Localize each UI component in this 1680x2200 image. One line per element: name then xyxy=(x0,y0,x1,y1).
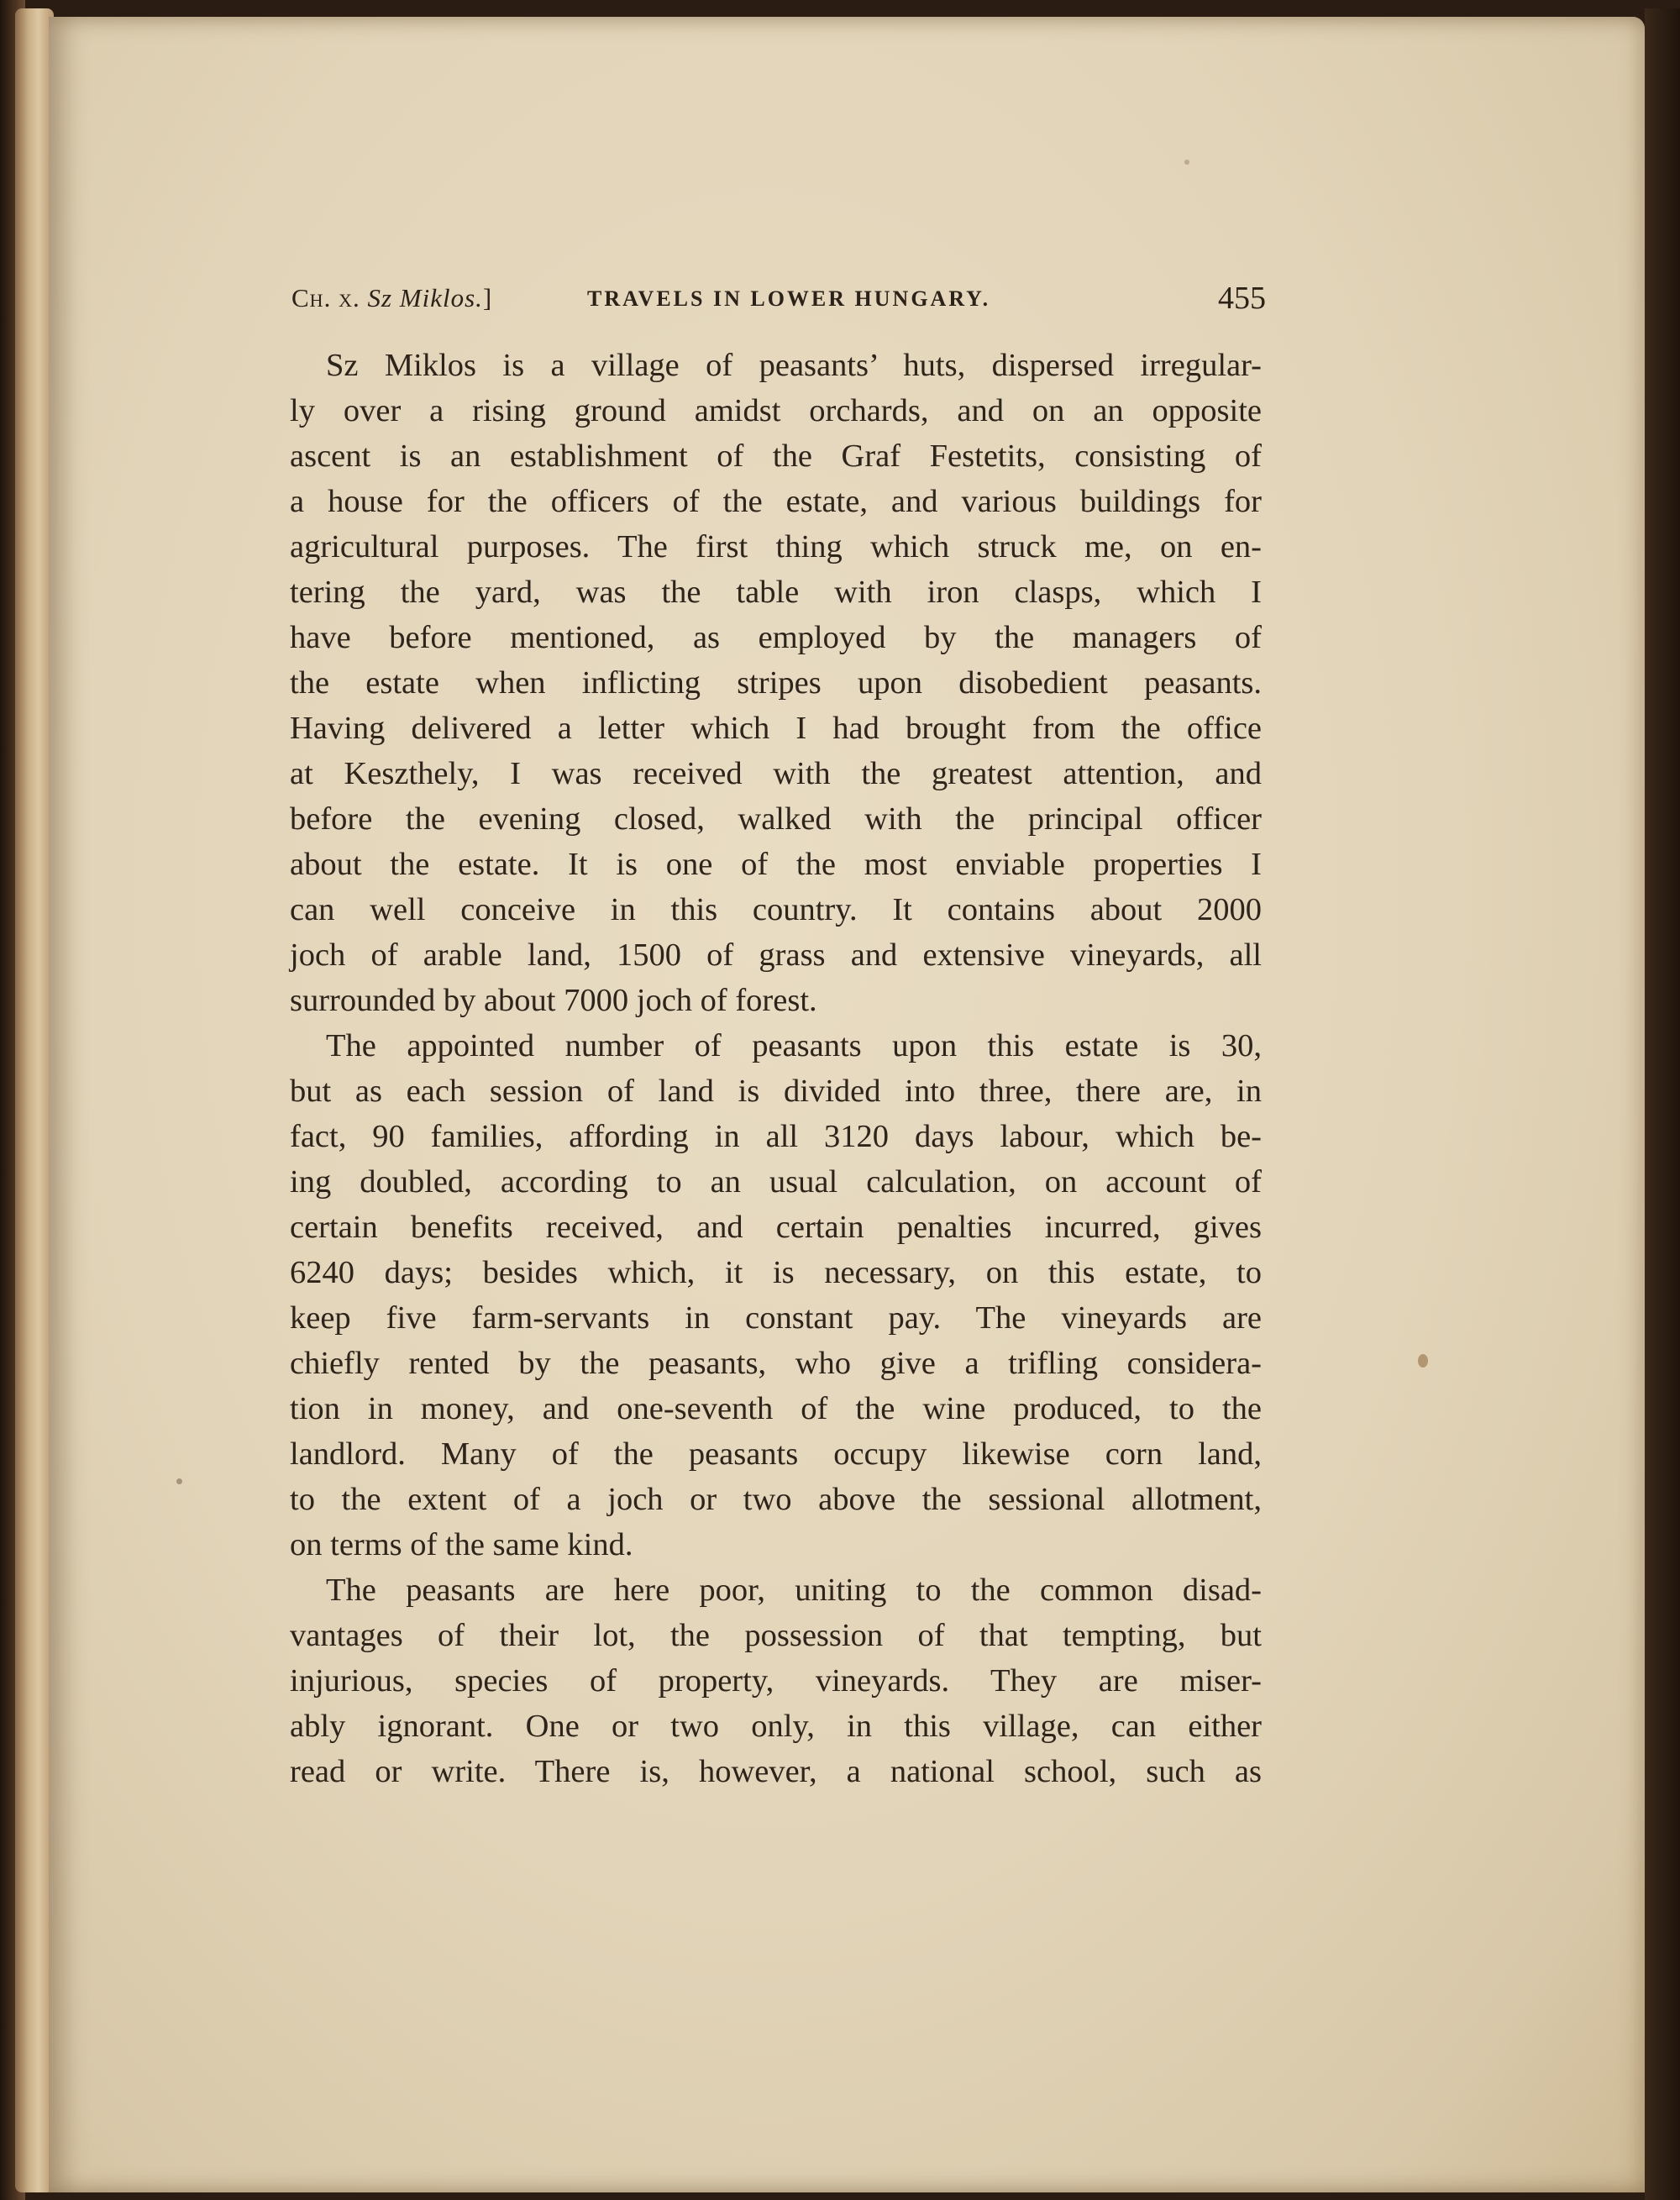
paragraph-3 xyxy=(290,1567,1262,1794)
foxing-spot xyxy=(176,1478,182,1484)
text-line: but as each session of land is divided into three, there are, in xyxy=(290,1074,1262,1109)
page-edge-shadow xyxy=(1645,8,1680,2200)
text-line: can well conceive in this country. It contains about 2000 xyxy=(290,892,1262,927)
text-line: at Keszthely, I was received with the greatest attention, and xyxy=(290,756,1262,791)
paragraph-2 xyxy=(290,1023,1262,1567)
chapter-abbr: Ch. xyxy=(291,283,332,312)
chapter-bracket: ] xyxy=(482,283,493,312)
text-line: before the evening closed, walked with the principal officer xyxy=(290,801,1262,837)
text-line: injurious, species of property, vineyards. They are miser- xyxy=(290,1663,1262,1699)
text-line: ascent is an establishment of the Graf Festetits, consisting of xyxy=(290,438,1262,474)
text-line: chiefly rented by the peasants, who give a trifling considera- xyxy=(290,1346,1262,1381)
text-line: tering the yard, was the table with iron clasps, which I xyxy=(290,575,1262,610)
text-line: on terms of the same kind. xyxy=(290,1527,633,1562)
text-line: keep five farm-servants in constant pay. The vineyards are xyxy=(290,1300,1262,1336)
text-line: ably ignorant. One or two only, in this village, can either xyxy=(290,1709,1262,1744)
text-line: The peasants are here poor, uniting to the common disad- xyxy=(326,1573,1262,1608)
text-line: The appointed number of peasants upon this estate is 30, xyxy=(326,1028,1262,1063)
page-number: 455 xyxy=(1218,281,1266,316)
text-line: read or write. There is, however, a national school, such as xyxy=(290,1754,1262,1789)
chapter-reference xyxy=(291,283,492,313)
chapter-number: x. xyxy=(339,283,360,312)
text-line: agricultural purposes. The first thing which struck me, on en- xyxy=(290,529,1262,564)
body-text xyxy=(290,343,1262,1794)
paragraph-1 xyxy=(290,343,1262,1023)
chapter-place: Sz Miklos. xyxy=(367,283,483,312)
text-line: 6240 days; besides which, it is necessary, on this estate, to xyxy=(290,1255,1262,1290)
foxing-spot xyxy=(1418,1354,1428,1368)
text-line: surrounded by about 7000 joch of forest. xyxy=(290,983,817,1018)
text-line: ing doubled, according to an usual calculation, on account of xyxy=(290,1164,1262,1200)
text-line: joch of arable land, 1500 of grass and extensive vineyards, all xyxy=(290,937,1262,973)
text-line: ly over a rising ground amidst orchards, and on an opposite xyxy=(290,393,1262,428)
text-line: have before mentioned, as employed by the managers of xyxy=(290,620,1262,655)
running-head xyxy=(291,280,1266,320)
text-line: certain benefits received, and certain penalties incurred, gives xyxy=(290,1210,1262,1245)
text-line: tion in money, and one-seventh of the wine produced, to the xyxy=(290,1391,1262,1426)
text-line: vantages of their lot, the possession of that tempting, but xyxy=(290,1618,1262,1653)
book-title: TRAVELS IN LOWER HUNGARY. xyxy=(587,286,991,311)
text-line: to the extent of a joch or two above the sessional allotment, xyxy=(290,1482,1262,1517)
text-line: landlord. Many of the peasants occupy likewise corn land, xyxy=(290,1436,1262,1472)
text-line: Sz Miklos is a village of peasants’ huts, dispersed irregular- xyxy=(326,348,1262,383)
text-line: about the estate. It is one of the most enviable properties I xyxy=(290,847,1262,882)
text-line: Having delivered a letter which I had brought from the office xyxy=(290,711,1262,746)
foxing-spot xyxy=(1184,160,1189,165)
text-line: the estate when inflicting stripes upon disobedient peasants. xyxy=(290,665,1262,701)
text-line: a house for the officers of the estate, and various buildings for xyxy=(290,484,1262,519)
text-line: fact, 90 families, affording in all 3120 days labour, which be- xyxy=(290,1119,1262,1154)
